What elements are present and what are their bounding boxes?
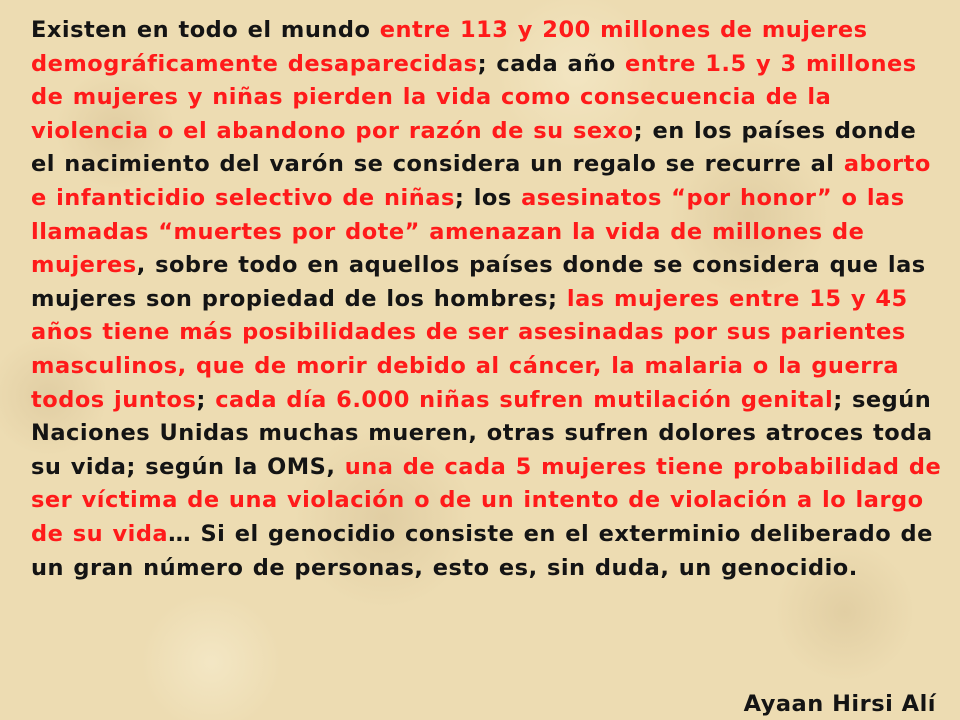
quote-segment: ; — [196, 386, 216, 413]
quote-segment: ; en los países donde el nacimiento del varón se considera un regalo se recurre al — [31, 117, 917, 178]
quote-highlight: una de cada 5 mujeres tiene probabilidad de ser víctima de una violación o de un intento de violación a lo largo de su vida — [31, 453, 942, 547]
quote-segment: Existen en todo el mundo — [31, 17, 380, 43]
quote-segment: … Si el genocidio consiste en el exterminio deliberado de un gran número de personas, esto es, sin duda, un genocidio. — [31, 520, 933, 581]
quote-author: Ayaan Hirsi Alí — [743, 691, 936, 717]
quote-highlight: las mujeres entre 15 y 45 años tiene más posibilidades de ser asesinadas por sus parientes masculinos, que de morir debido al cáncer, la malaria o la guerra todos juntos — [31, 285, 908, 413]
quote-highlight: aborto e infanticidio selectivo de niñas — [31, 151, 931, 211]
quote-highlight: entre 113 y 200 millones de mujeres demográficamente desaparecidas — [31, 17, 868, 77]
quote-highlight: cada día 6.000 niñas sufren mutilación genital — [215, 386, 834, 413]
quote-highlight: entre 1.5 y 3 millones de mujeres y niñas pierden la vida como consecuencia de la violencia o el abandono por razón de su sexo — [31, 50, 917, 144]
quote-text — [31, 14, 943, 585]
quote-segment: ; los — [454, 184, 522, 211]
quote-segment: ; según Naciones Unidas muchas mueren, otras sufren dolores atroces toda su vida; según la OMS, — [31, 386, 933, 480]
quote-segment: ; cada año — [477, 50, 626, 77]
quote-segment: , sobre todo en aquellos países donde se considera que las mujeres son propiedad de los hombres; — [31, 252, 926, 312]
quote-highlight: asesinatos “por honor” o las llamadas “muertes por dote” amenazan la vida de millones de mujeres — [31, 184, 905, 279]
